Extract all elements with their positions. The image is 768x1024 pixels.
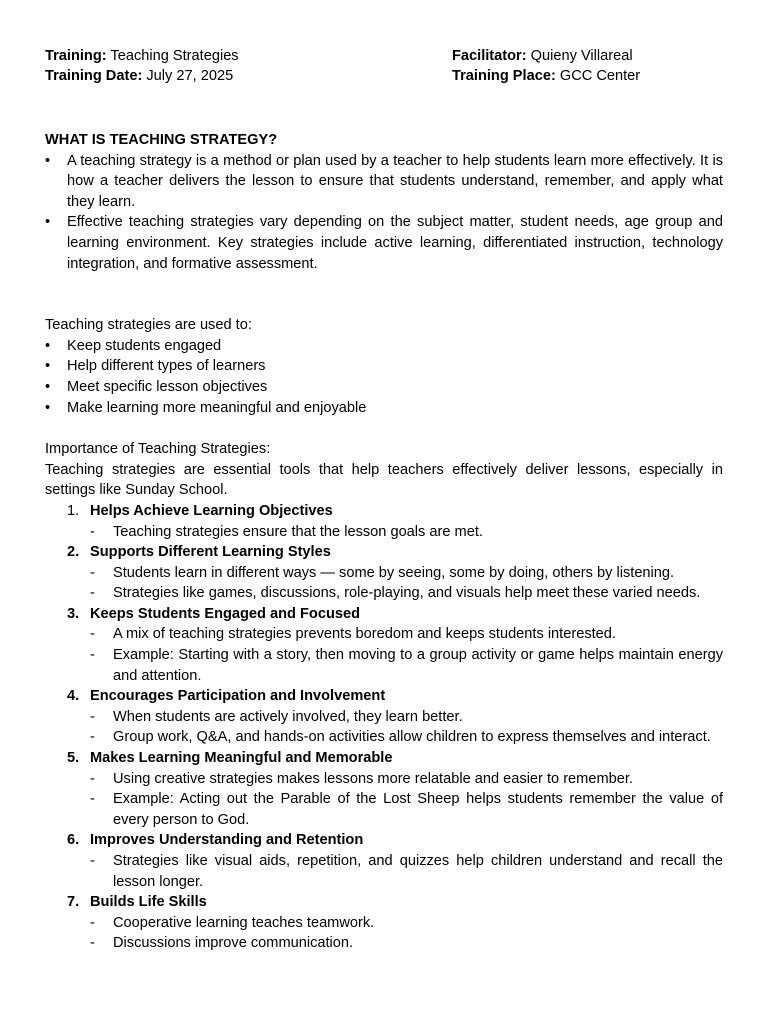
item-title: Encourages Participation and Involvement: [90, 688, 386, 705]
importance-label: Importance of Teaching Strategies:: [45, 441, 271, 458]
item-points: [90, 707, 723, 748]
section-heading: WHAT IS TEACHING STRATEGY?: [45, 132, 278, 148]
item-points: [90, 851, 723, 892]
uses-bullet-list: [45, 336, 723, 418]
uses-item-4: • Make learning more meaningful and enjoyable: [45, 398, 723, 419]
training-value: Teaching Strategies: [110, 48, 239, 64]
dash-marker: -: [90, 853, 95, 869]
item-title: Supports Different Learning Styles: [90, 544, 331, 561]
importance-item-4: [45, 686, 723, 748]
uses-label: Teaching strategies are used to:: [45, 317, 252, 334]
item-point: [90, 645, 723, 686]
uses-item-3: • Meet specific lesson objectives: [45, 377, 723, 398]
point-text: Strategies like games, discussions, role-playing, and visuals help meet these varied needs.: [113, 585, 701, 602]
item-number: 4.: [67, 688, 80, 705]
importance-list: [45, 501, 723, 954]
importance-item-1: [45, 501, 723, 542]
point-text: Using creative strategies makes lessons more relatable and easier to remember.: [113, 770, 633, 787]
point-text: Example: Starting with a story, then moving to a group activity or game helps maintain energy and attention.: [113, 647, 723, 684]
training-date-label: Training Date:: [45, 68, 143, 84]
uses-item-2: • Help different types of learners: [45, 356, 723, 377]
item-point: [90, 913, 723, 934]
dash-marker: -: [90, 729, 95, 746]
dash-marker: -: [90, 791, 95, 808]
training-field: [45, 46, 452, 66]
dash-marker: -: [90, 626, 95, 643]
document-page: [45, 46, 723, 954]
item-point: [90, 789, 723, 830]
item-title: Improves Understanding and Retention: [90, 832, 364, 849]
point-text: Students learn in different ways — some by seeing, some by doing, others by listening.: [113, 564, 675, 581]
training-date-field: [45, 66, 452, 86]
training-header: [45, 46, 723, 86]
item-point: [90, 583, 723, 604]
importance-item-5: [45, 748, 723, 830]
item-number: 1.: [67, 502, 80, 519]
item-title: Helps Achieve Learning Objectives: [90, 502, 333, 519]
point-text: Example: Acting out the Parable of the Lost Sheep helps students remember the value of every person to God.: [113, 791, 723, 828]
item-point: [90, 933, 723, 954]
item-number: 7.: [67, 894, 80, 911]
uses-item-1: • Keep students engaged: [45, 336, 723, 357]
facilitator-field: [452, 46, 723, 66]
importance-intro: Teaching strategies are essential tools that help teachers effectively deliver lessons, especially in settings like Sunday School.: [45, 461, 723, 499]
item-point: [90, 727, 723, 748]
item-point: [90, 624, 723, 645]
training-place-label: Training Place:: [452, 68, 556, 84]
training-label: Training:: [45, 48, 107, 64]
item-points: [90, 563, 723, 604]
item-title: Builds Life Skills: [90, 894, 207, 911]
item-title: Makes Learning Meaningful and Memorable: [90, 750, 393, 767]
point-text: When students are actively involved, they learn better.: [113, 708, 463, 725]
dash-marker: -: [90, 935, 95, 952]
intro-bullet-2: • Effective teaching strategies vary depending on the subject matter, student needs, age group and learning environment. Key strategies include active learning, differentiated instruction, technology integration, and formative assessment.: [45, 212, 723, 274]
importance-item-3: [45, 604, 723, 686]
header-row-1: [45, 46, 723, 66]
intro-bullet-list: [45, 151, 723, 275]
facilitator-value: Quieny Villareal: [530, 48, 633, 64]
point-text: Teaching strategies ensure that the lesson goals are met.: [113, 523, 483, 540]
item-point: [90, 707, 723, 728]
item-point: [90, 769, 723, 790]
item-number: 3.: [67, 605, 80, 622]
dash-marker: -: [90, 585, 95, 602]
intro-bullet-1: • A teaching strategy is a method or plan used by a teacher to help students learn more effectively. It is how a teacher delivers the lesson to ensure that students understand, remember, and apply what they learn.: [45, 151, 723, 213]
point-text: Cooperative learning teaches teamwork.: [113, 914, 375, 931]
item-points: [90, 522, 723, 543]
item-points: [90, 624, 723, 686]
point-text: A mix of teaching strategies prevents boredom and keeps students interested.: [113, 626, 616, 643]
point-text: Discussions improve communication.: [113, 935, 354, 952]
dash-marker: -: [90, 523, 95, 540]
header-row-2: [45, 66, 723, 86]
point-text: Group work, Q&A, and hands-on activities allow children to express themselves and interact.: [113, 729, 711, 746]
training-place-field: [452, 66, 723, 86]
training-place-value: GCC Center: [559, 68, 641, 84]
item-points: [90, 769, 723, 831]
item-number: 5.: [67, 750, 80, 767]
importance-item-2: [45, 542, 723, 604]
item-point: [90, 851, 723, 892]
point-text: Strategies like visual aids, repetition, and quizzes help children understand and recall the lesson longer.: [113, 853, 723, 890]
item-point: [90, 563, 723, 584]
facilitator-label: Facilitator:: [452, 48, 527, 64]
dash-marker: -: [90, 914, 95, 931]
item-number: 6.: [67, 832, 80, 849]
item-title: Keeps Students Engaged and Focused: [90, 605, 361, 622]
importance-item-7: [45, 892, 723, 954]
item-points: [90, 913, 723, 954]
dash-marker: -: [90, 564, 95, 581]
dash-marker: -: [90, 770, 95, 787]
item-point: [90, 522, 723, 543]
training-date-value: July 27, 2025: [146, 68, 234, 84]
importance-item-6: [45, 830, 723, 892]
dash-marker: -: [90, 708, 95, 725]
dash-marker: -: [90, 647, 95, 664]
item-number: 2.: [67, 544, 80, 561]
